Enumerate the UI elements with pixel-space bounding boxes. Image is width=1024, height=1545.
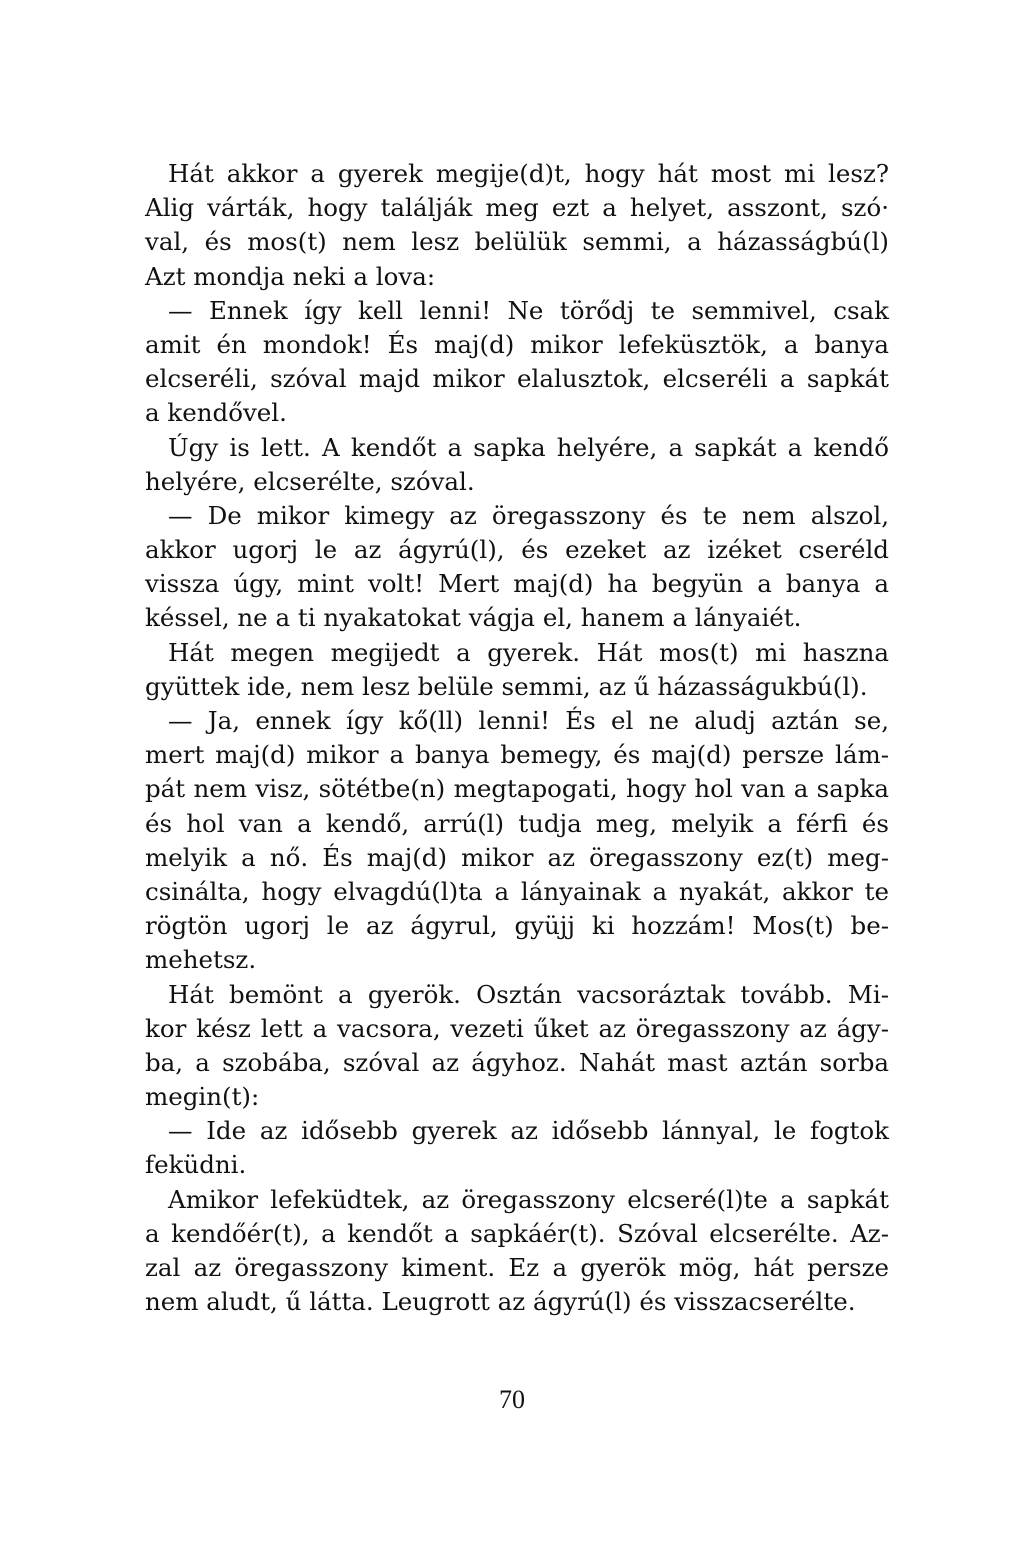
text-line: a kendővel. xyxy=(145,398,287,428)
text-line: nem aludt, ű látta. Leugrott az ágyrú(l) és visszacserélte. xyxy=(145,1287,856,1317)
text-line: rögtön ugorj le az ágyrul, gyüjj ki hozzám! Mos(t) be- xyxy=(145,911,889,941)
page-number: 70 xyxy=(499,1385,525,1414)
text-line: amit én mondok! És maj(d) mikor lefeküsztök, a banya xyxy=(145,329,889,359)
text-line: helyére, elcserélte, szóval. xyxy=(145,466,475,496)
text-line: ba, a szobába, szóval az ágyhoz. Nahát mast aztán sorba xyxy=(145,1047,889,1077)
text-line: csinálta, hogy elvagdú(l)ta a lányainak a nyakát, akkor te xyxy=(145,876,889,906)
text-line: Hát akkor a gyerek megije(d)t, hogy hát most mi lesz? xyxy=(168,159,889,188)
text-line: — Ennek így kell lenni! Ne törődj te semmivel, csak xyxy=(168,295,889,325)
text-line: Úgy is lett. A kendőt a sapka helyére, a sapkát a kendő xyxy=(168,432,889,462)
text-line: Alig várták, hogy találják meg ezt a helyet, asszont, szó· xyxy=(145,193,889,223)
body-text xyxy=(145,157,889,1319)
text-line: val, és mos(t) nem lesz belülük semmi, a házasságbú(l) xyxy=(145,227,889,257)
text-line: zal az öregasszony kiment. Ez a gyerök mög, hát persze xyxy=(145,1253,889,1282)
text-line: gyüttek ide, nem lesz belüle semmi, az ű házasságukbú(l). xyxy=(145,671,868,701)
text-line: elcseréli, szóval majd mikor elalusztok, elcseréli a sapkát xyxy=(145,364,889,394)
text-line: — Ide az idősebb gyerek az idősebb lánnyal, le fogtok xyxy=(168,1116,889,1146)
text-line: késsel, ne a ti nyakatokat vágja el, hanem a lányaiét. xyxy=(145,603,802,633)
text-line: mert maj(d) mikor a banya bemegy, és maj(d) persze lám- xyxy=(145,740,889,770)
text-line: akkor ugorj le az ágyrú(l), és ezeket az izéket cseréld xyxy=(145,535,889,565)
text-line: — Ja, ennek így kő(ll) lenni! És el ne aludj aztán se, xyxy=(168,706,889,735)
text-line: Hát bemönt a gyerök. Osztán vacsoráztak tovább. Mi- xyxy=(168,979,889,1009)
text-line: a kendőér(t), a kendőt a sapkáér(t). Szóval elcserélte. Az- xyxy=(145,1218,889,1248)
text-line: — De mikor kimegy az öregasszony és te nem alszol, xyxy=(168,500,889,530)
text-line: kor kész lett a vacsora, vezeti űket az öregasszony az ágy- xyxy=(145,1013,889,1043)
text-line: Hát megen megijedt a gyerek. Hát mos(t) mi haszna xyxy=(168,637,889,667)
text-line: megin(t): xyxy=(145,1082,260,1112)
text-line: melyik a nő. És maj(d) mikor az öregasszony ez(t) meg- xyxy=(145,842,889,872)
text-line: feküdni. xyxy=(145,1150,247,1180)
text-line: Amikor lefeküdtek, az öregasszony elcseré(l)te a sapkát xyxy=(168,1184,889,1214)
text-line: pát nem visz, sötétbe(n) megtapogati, hogy hol van a sapka xyxy=(145,774,889,804)
text-line: Azt mondja neki a lova: xyxy=(145,261,436,291)
text-line: és hol van a kendő, arrú(l) tudja meg, melyik a férfi és xyxy=(145,808,889,838)
text-line: mehetsz. xyxy=(145,945,257,975)
text-line: vissza úgy, mint volt! Mert maj(d) ha begyün a banya a xyxy=(145,569,889,599)
